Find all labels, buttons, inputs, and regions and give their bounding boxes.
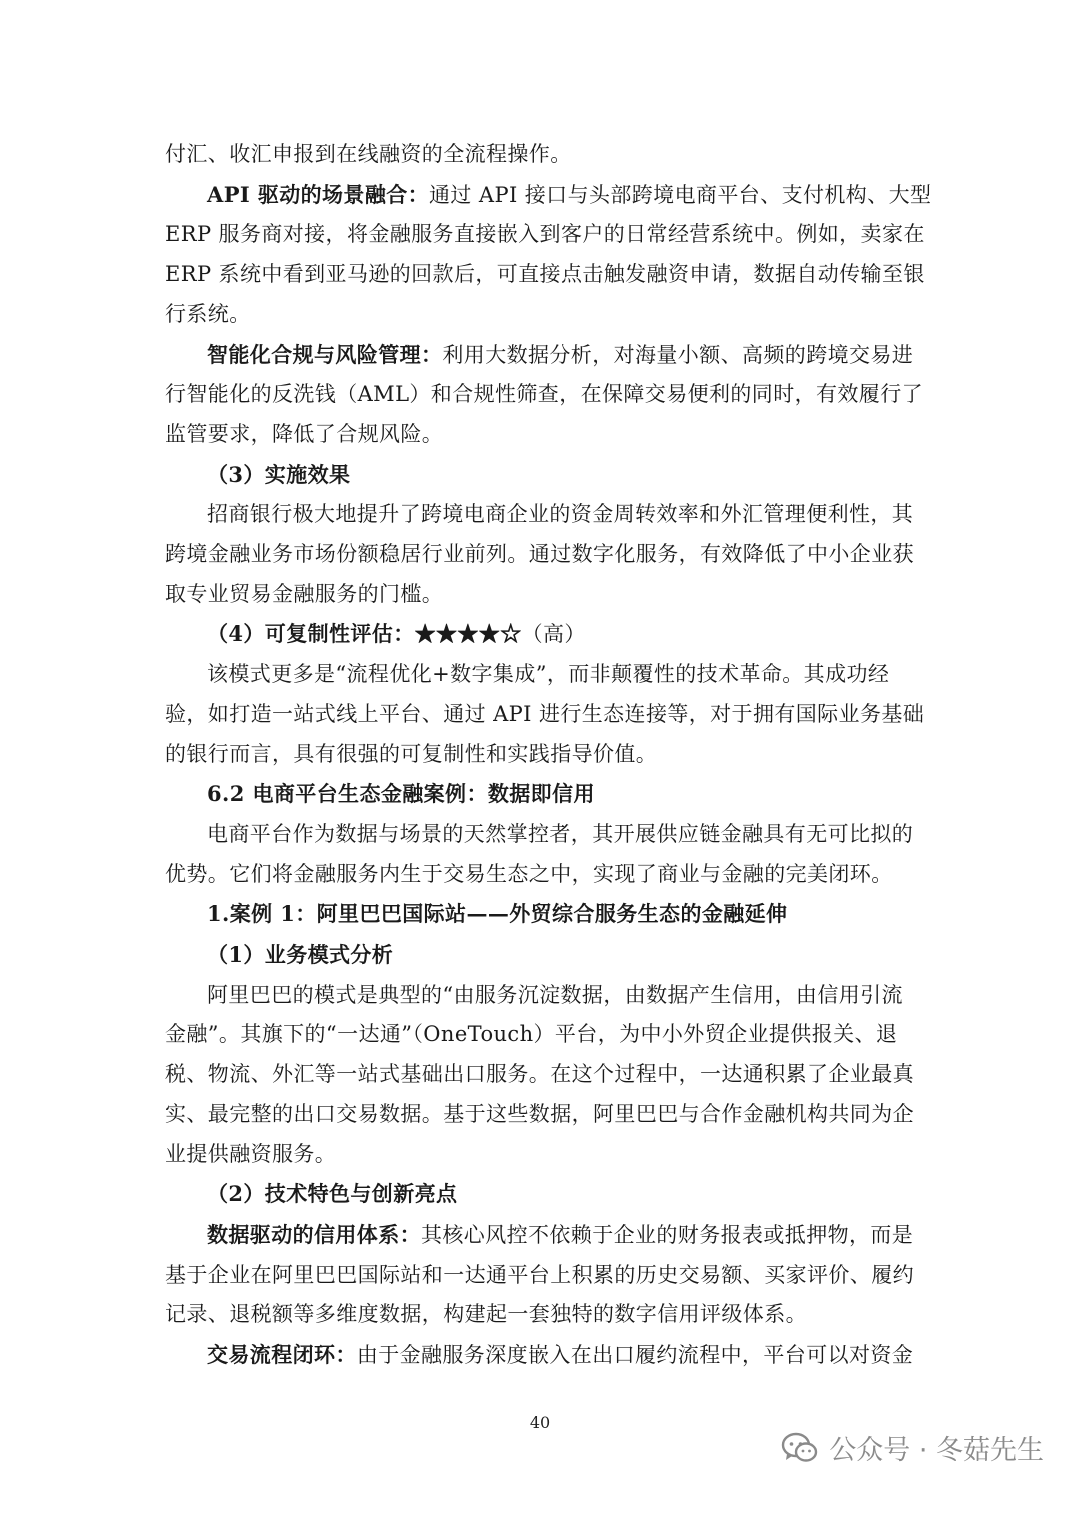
- document-body: [165, 135, 932, 1376]
- line-text: ERP 系统中看到亚马逊的回款后，可直接点击触发融资申请，数据自动传输至银: [165, 262, 925, 287]
- text-line: [165, 375, 924, 415]
- text-line: [165, 935, 917, 976]
- line-text: 阿里巴巴的模式是典型的“由服务沉淀数据，由数据产生信用，由信用引流: [207, 982, 903, 1007]
- text-line: [165, 135, 917, 175]
- watermark-label: 公众号 · 冬菇先生: [829, 1435, 1044, 1466]
- bold-text: 交易流程闭环：: [207, 1342, 357, 1368]
- text-line: [165, 1256, 917, 1296]
- bold-text: （1）业务模式分析: [207, 942, 394, 968]
- text-line: [165, 894, 917, 935]
- bold-text: API 驱动的场景融合：: [207, 181, 430, 207]
- text-line: [165, 614, 917, 655]
- text-line: [165, 415, 917, 455]
- text-line: [165, 295, 917, 335]
- line-text: 付汇、收汇申报到在线融资的全流程操作。: [165, 142, 572, 166]
- line-text: 记录、退税额等多维度数据，构建起一套独特的数字信用评级体系。: [165, 1302, 807, 1327]
- line-text: 跨境金融业务市场份额稳居行业前列。通过数字化服务，有效降低了中小企业获: [165, 542, 914, 567]
- line-text: 通过 API 接口与头部跨境电商平台、支付机构、大型: [429, 182, 932, 207]
- line-text: 行系统。: [165, 301, 251, 326]
- bold-text: （2）技术特色与创新亮点: [207, 1181, 458, 1207]
- text-line: [165, 175, 932, 216]
- line-text: 实、最完整的出口交易数据。基于这些数据，阿里巴巴与合作金融机构共同为企: [165, 1101, 914, 1126]
- text-line: [165, 655, 917, 695]
- text-line: [165, 735, 917, 775]
- text-line: [165, 1015, 917, 1055]
- bold-text: 数据驱动的信用体系：: [207, 1221, 421, 1247]
- line-text: ERP 服务商对接，将金融服务直接嵌入到客户的日常经营系统中。例如，卖家在: [165, 222, 925, 247]
- line-text: 业提供融资服务。: [165, 1141, 337, 1166]
- text-line: [165, 495, 917, 535]
- bold-text: 6.2 电商平台生态金融案例：数据即信用: [207, 781, 595, 807]
- text-line: [165, 535, 917, 575]
- line-text: 招商银行极大地提升了跨境电商企业的资金周转效率和外汇管理便利性，其: [207, 502, 914, 527]
- text-line: [165, 1215, 917, 1256]
- wechat-icon: [781, 1432, 819, 1464]
- text-line: [165, 695, 925, 735]
- text-line: [165, 335, 917, 376]
- text-line: [165, 1174, 917, 1215]
- line-text: 电商平台作为数据与场景的天然掌控者，其开展供应链金融具有无可比拟的: [207, 821, 914, 846]
- text-line: [165, 1135, 917, 1175]
- text-line: [165, 255, 925, 295]
- bold-text: （3）实施效果: [207, 461, 351, 487]
- text-line: [165, 855, 917, 895]
- text-line: [165, 976, 917, 1016]
- text-line: [165, 1055, 917, 1095]
- text-line: [165, 455, 917, 496]
- line-text: 的银行而言，具有很强的可复制性和实践指导价值。: [165, 741, 658, 766]
- line-text: 行智能化的反洗钱（AML）和合规性筛查，在保障交易便利的同时，有效履行了: [165, 382, 924, 407]
- text-line: [165, 1335, 917, 1376]
- line-text: 其核心风控不依赖于企业的财务报表或抵押物，而是: [421, 1222, 914, 1247]
- line-text: 税、物流、外汇等一站式基础出口服务。在这个过程中，一达通积累了企业最真: [165, 1062, 914, 1087]
- line-text: 利用大数据分析，对海量小额、高频的跨境交易进: [442, 342, 914, 367]
- text-line: [165, 1295, 917, 1335]
- line-text: 取专业贸易金融服务的门槛。: [165, 581, 444, 606]
- line-text: 由于金融服务深度嵌入在出口履约流程中，平台可以对资金: [356, 1343, 914, 1368]
- line-text: 验，如打造一站式线上平台、通过 API 进行生态连接等，对于拥有国际业务基础: [165, 701, 925, 726]
- text-line: [165, 815, 917, 855]
- page-number: 40: [529, 1413, 551, 1432]
- line-text: 该模式更多是“流程优化+数字集成”，而非颠覆性的技术革命。其成功经: [207, 662, 890, 687]
- watermark: [781, 1428, 1044, 1467]
- line-text: 优势。它们将金融服务内生于交易生态之中，实现了商业与金融的完美闭环。: [165, 861, 893, 886]
- line-text: 基于企业在阿里巴巴国际站和一达通平台上积累的历史交易额、买家评价、履约: [165, 1262, 914, 1287]
- line-text: 监管要求，降低了合规风险。: [165, 421, 444, 446]
- line-text: （高）: [521, 622, 586, 647]
- bold-text: 1.案例 1：阿里巴巴国际站——外贸综合服务生态的金融延伸: [207, 901, 788, 927]
- line-text: 金融”。其旗下的“一达通”（OneTouch）平台，为中小外贸企业提供报关、退: [165, 1022, 898, 1047]
- bold-text: （4）可复制性评估：★★★★☆: [207, 621, 522, 647]
- text-line: [165, 575, 917, 615]
- text-line: [165, 774, 917, 815]
- text-line: [165, 215, 925, 255]
- text-line: [165, 1095, 917, 1135]
- bold-text: 智能化合规与风险管理：: [207, 341, 443, 367]
